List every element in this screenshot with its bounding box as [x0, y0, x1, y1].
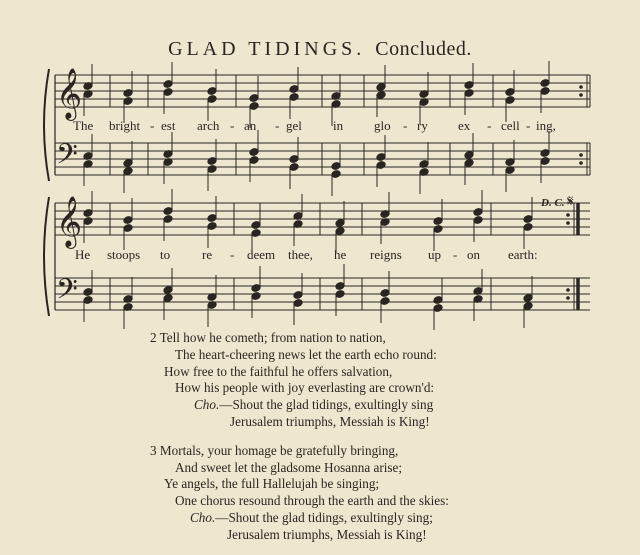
repeat-dot [579, 85, 583, 89]
lyric-syllable: - [150, 118, 155, 133]
lyric-syllable: - [275, 118, 280, 133]
lyric-syllable: bright [109, 118, 141, 133]
lyric-syllable: thee, [288, 247, 313, 262]
verse-3 [150, 443, 449, 544]
verse-line: One chorus resound through the earth and the skies: [175, 493, 449, 509]
lyric-syllable: gel [286, 118, 302, 133]
lyric-syllable: earth: [508, 247, 538, 262]
lyric-syllable: - [526, 118, 531, 133]
lyrics-line-2 [0, 247, 640, 265]
title-main: GLAD TIDINGS. [168, 38, 366, 60]
da-capo-mark [541, 193, 574, 211]
repeat-dot [566, 288, 570, 292]
lyric-syllable: est [161, 118, 176, 133]
lyric-syllable: - [230, 247, 235, 262]
verse-line: The heart-cheering news let the earth echo round: [175, 346, 437, 362]
chorus-text: —Shout the glad tidings, exultingly sing [219, 397, 434, 413]
chorus-label: Cho. [190, 509, 216, 525]
lyric-syllable: an [244, 118, 257, 133]
treble-clef-icon: 𝄞 [56, 196, 83, 247]
lyric-syllable: re [202, 247, 213, 262]
lyric-syllable: up [428, 247, 441, 262]
chorus-line: Jerusalem triumphs, Messiah is King! [227, 526, 427, 542]
bass-clef-icon: 𝄢 [56, 273, 78, 313]
chorus-text: —Shout the glad tidings, exultingly sing; [215, 509, 433, 525]
verse-number: 3 [150, 442, 157, 458]
chorus-label: Cho. [194, 397, 220, 413]
verse-text: Mortals, your homage be gratefully bringing, [159, 442, 399, 458]
lyric-syllable: ing, [536, 118, 556, 133]
verse-number: 2 [150, 330, 157, 345]
lyric-syllable: on [467, 247, 480, 262]
dc-label: D. C. [541, 197, 565, 209]
lyrics-line-1 [0, 118, 640, 136]
lyric-syllable: stoops [107, 247, 141, 262]
repeat-dot [579, 153, 583, 157]
lyric-syllable: He [75, 247, 91, 262]
verse-line: Ye angels, the full Hallelujah be singing; [164, 476, 380, 492]
lyric-syllable: - [453, 247, 458, 262]
verses [150, 330, 449, 544]
lyric-syllable: ex [458, 118, 471, 133]
lyric-syllable: he [334, 247, 347, 262]
repeat-dot [566, 213, 570, 217]
lyric-syllable: reigns [370, 247, 402, 262]
verse-line: And sweet let the gladsome Hosanna arise; [175, 459, 403, 475]
lyric-syllable: - [230, 118, 235, 133]
repeat-dot [579, 161, 583, 165]
repeat-dot [566, 221, 570, 225]
lyric-syllable: deem [247, 247, 276, 262]
title-subtitle: Concluded. [375, 38, 472, 60]
repeat-dot [579, 93, 583, 97]
lyric-syllable: to [160, 247, 171, 262]
chorus-line [150, 510, 449, 527]
verse-line [150, 330, 449, 347]
lyric-syllable: arch [197, 118, 220, 133]
lyric-syllable: glo [374, 118, 391, 133]
lyric-syllable: - [403, 118, 408, 133]
treble-clef-icon: 𝄞 [56, 68, 83, 119]
chorus-line: Jerusalem triumphs, Messiah is King! [230, 413, 430, 429]
chorus-line [150, 397, 449, 414]
verse-2 [150, 330, 449, 431]
verse-line: How his people with joy everlasting are crown'd: [175, 380, 435, 396]
repeat-dot [566, 296, 570, 300]
lyric-syllable: The [73, 118, 94, 133]
verse-line: How free to the faithful he offers salvation, [164, 363, 393, 379]
lyric-syllable: in [333, 118, 344, 133]
bass-clef-icon: 𝄢 [56, 138, 78, 178]
verse-text: Tell how he cometh; from nation to nation, [159, 330, 386, 345]
lyric-syllable: cell [501, 118, 520, 133]
lyric-syllable: ry [417, 118, 428, 133]
verse-line [150, 443, 449, 460]
segno-icon: 𝄋 [567, 194, 574, 210]
lyric-syllable: - [487, 118, 492, 133]
